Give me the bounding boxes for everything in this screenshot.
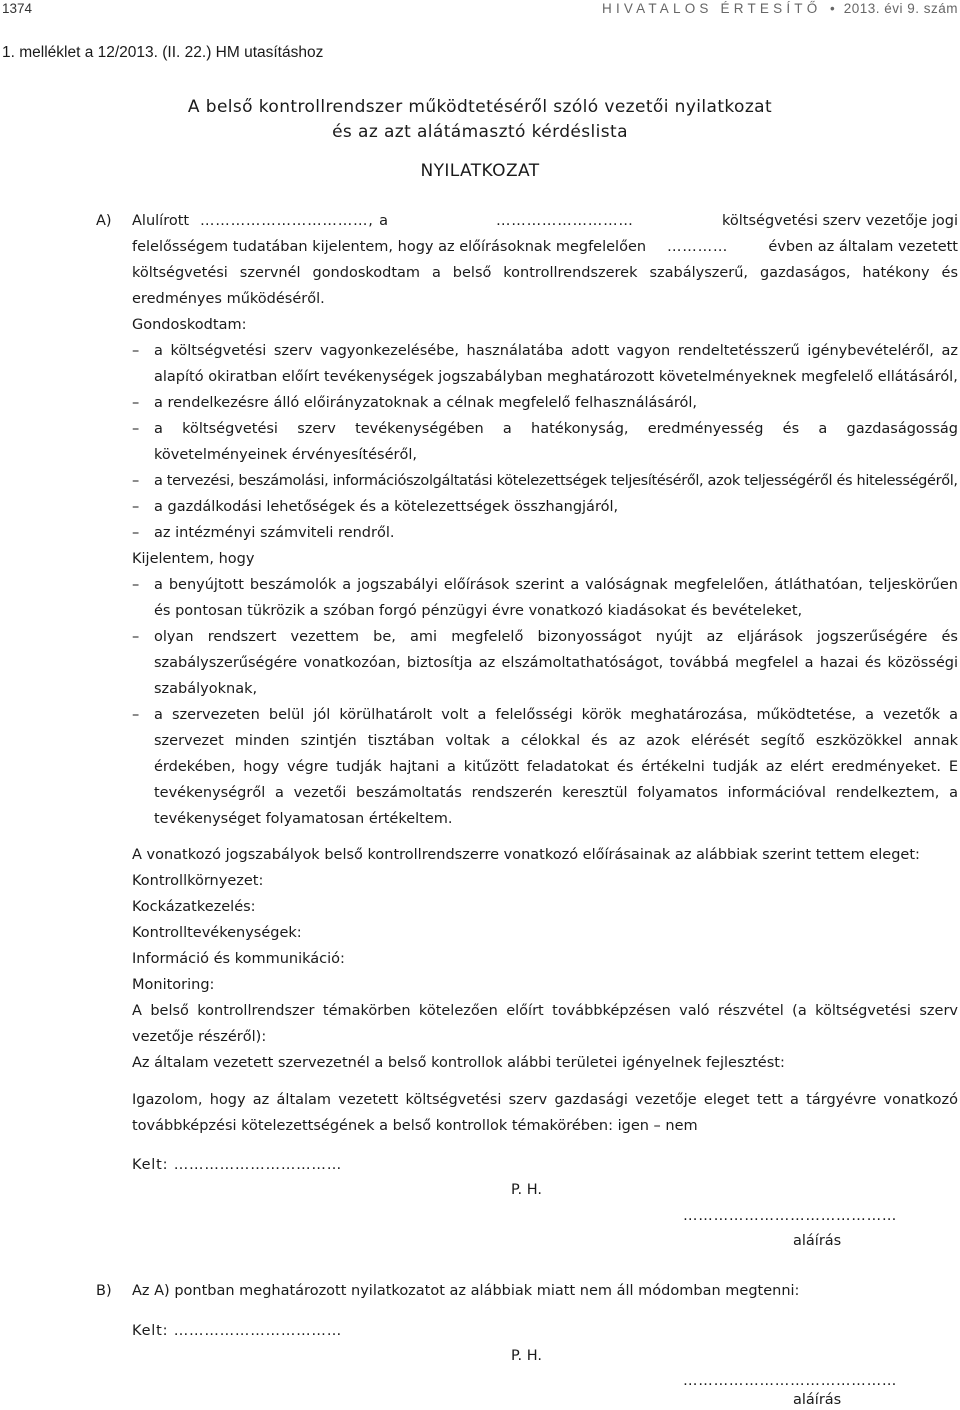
section-b-date-field: Kelt: ……………………………: [132, 1323, 343, 1339]
component-information-communication: Információ és kommunikáció:: [132, 951, 345, 967]
kijelentem-item-1: a benyújtott beszámolók a jogszabályi előírások szerint a valóságnak megfelelően, átláthatóan, teljeskörűen és pontosan tükrözik a szóban forgó pénzügyi évre vonatkozó kiadásokat és bevételeket,: [154, 577, 958, 619]
page-number: 1374: [2, 1, 33, 16]
section-a-line-1: [132, 208, 958, 234]
name-blank: ……………………………, a: [200, 213, 389, 229]
component-risk-management: Kockázatkezelés:: [132, 899, 256, 915]
section-a-signature-line: ……………………………………: [683, 1208, 898, 1224]
component-monitoring: Monitoring:: [132, 977, 215, 993]
section-b-signature-line: ……………………………………: [683, 1373, 898, 1389]
section-b-signature-label: aláírás: [793, 1392, 842, 1408]
section-a-line-2-end: évben az általam vezetett: [768, 239, 958, 255]
section-a-line-1-end: költségvetési szerv vezetője jogi: [722, 213, 958, 229]
journal-name: HIVATALOS ÉRTESÍTŐ: [602, 1, 822, 16]
gondoskodtam-item-2: a rendelkezésre álló előirányzatoknak a célnak megfelelő felhasználásáról,: [154, 395, 697, 411]
kijelentem-item-3: a szervezeten belül jól körülhatárolt volt a felelősségi körök meghatározása, működtetése, a vezetők a szervezet minden szintjén tisztában voltak a célokkal és az azok elérését segítő eszközökkel annak érdekében, hogy végre tudják hajtani a kitűzött feladatokat és értékelni tudják az elért eredményeket. E tevékenységről a vezetői beszámoltatás rendszerén keresztül folyamatos információval rendelkeztem, a tevékenységet folyamatosan értékeltem.: [154, 707, 958, 827]
section-b-marker: B): [96, 1283, 112, 1299]
gondoskodtam-item-6: az intézményi számviteli rendről.: [154, 525, 395, 541]
page-header: [0, 0, 960, 20]
organization-blank: ………………………: [496, 213, 634, 229]
annex-reference: 1. melléklet a 12/2013. (II. 22.) HM utasításhoz: [2, 44, 324, 61]
journal-header: [602, 1, 958, 16]
section-a-stamp-place: P. H.: [511, 1182, 542, 1198]
section-a-marker: A): [96, 213, 112, 229]
document-page: 1374 HIVATALOS ÉRTESÍTŐ • 2013. évi 9. szám 1. melléklet a 12/2013. (II. 22.) HM utasításhoz A belső kontrollrendszer működtetéséről szóló vezetői nyilatkozat és az azt alátámasztó kérdéslista NYILATKOZAT A) Alulírott ……………………………, a ……………………… költségvetési szerv vezetője jogi felelősségem tudatában kijelentem, hogy az előírásoknak megfelelően ………… évben az általam vezetett költségvetési szervnél gondoskodtam a belső kontrollrendszerek szabályszerű, gazdaságos, hatékony és eredményes működéséről. Gondoskodtam: – a költségvetési szerv vagyonkezelésébe, használatába adott vagyon rendeltetésszerű igénybevételéről, az alapító okiratban előírt tevékenységek jogszabályban meghatározott követelményeknek megfelelő ellátásáról, – a rendelkezésre álló előirányzatoknak a célnak megfelelő felhasználásáról, – a költségvetési szerv tevékenységében a hatékonyság, eredményesség és a gazdaságosság követelményeinek érvényesítéséről, – a tervezési, beszámolási, információszolgáltatási kötelezettségek teljesítéséről, azok teljességéről és hitelességéről, – a gazdálkodási lehetőségek és a kötelezettségek összhangjáról, – az intézményi számviteli rendről. Kijelentem, hogy – a benyújtott beszámolók a jogszabályi előírások szerint a valóságnak megfelelően, átláthatóan, teljeskörűen és pontosan tükrözik a szóban forgó pénzügyi évre vonatkozó kiadásokat és bevételeket, – olyan rendszert vezettem be, ami megfelelő bizonyosságot nyújt az eljárások jogszerűségére és szabályszerűségére vonatkozóan, biztosítja az elszámoltathatóságot, továbbá megfelel a hazai és közösségi szabályoknak, – a szervezeten belül jól körülhatárolt volt a felelősségi körök meghatározása, működtetése, a vezetők a szervezet minden szintjén tisztában voltak a célokkal és az azok elérését segítő eszközökkel annak érdekében, hogy végre tudják hajtani a kitűzött feladatokat és értékelni tudják az elért eredményeket. E tevékenységről a vezetői beszámoltatás rendszerén keresztül folyamatos információval rendelkeztem, a tevékenységet folyamatosan értékeltem. A vonatkozó jogszabályok belső kontrollrendszerre vonatkozó előírásainak az alábbiak szerint tettem eleget: Kontrollkörnyezet: Kockázatkezelés: Kontrolltevékenységek: Információ és kommunikáció: Monitoring: A belső kontrollrendszer témakörben kötelezően előírt továbbképzésen való részvétel (a költségvetési szerv vezetője részéről): Az általam vezetett szervezetnél a belső kontrollok alábbi területei igényelnek fejlesztést: Igazolom, hogy az általam vezetett költségvetési szerv gazdasági vezetője eleget tett a tárgyévre vonatkozó továbbképzési kötelezettségének a belső kontrollok témakörében: igen – nem Kelt: …………………………… P. H. …………………………………… aláírás B) Az A) pontban meghatározott nyilatkozatot az alábbiak miatt nem áll módomban megtenni: Kelt: …………………………… P. H. …………………………………… aláírás: [2, 1, 958, 1408]
section-a-line-2-text: felelősségem tudatában kijelentem, hogy az előírásoknak megfelelően: [132, 239, 647, 255]
gondoskodtam-item-1: a költségvetési szerv vagyonkezelésébe, használatába adott vagyon rendeltetésszerű igénybevételéről, az alapító okiratban előírt tevékenységek jogszabályban meghatározott követelményeknek megfelelő ellátásáról,: [154, 343, 958, 385]
kijelentem-item-2: olyan rendszert vezettem be, ami megfelelő bizonyosságot nyújt az eljárások jogszerűségére és szabályszerűségére vonatkozóan, biztosítja az elszámoltathatóságot, továbbá megfelel a hazai és közösségi szabályoknak,: [154, 629, 958, 697]
year-blank: …………: [667, 239, 729, 255]
component-control-activities: Kontrolltevékenységek:: [132, 925, 302, 941]
gondoskodtam-label: Gondoskodtam:: [132, 317, 247, 333]
gondoskodtam-item-5: a gazdálkodási lehetőségek és a kötelezettségek összhangjáról,: [154, 499, 619, 515]
compliance-intro: A vonatkozó jogszabályok belső kontrollrendszerre vonatkozó előírásainak az alábbiak szerint tettem eleget:: [132, 847, 920, 863]
header-bullet: •: [829, 1, 836, 16]
section-a-line-2: [132, 234, 958, 260]
alulirott-label: Alulírott: [132, 213, 190, 229]
document-title-line-1: A belső kontrollrendszer működtetéséről szóló vezetői nyilatkozat: [187, 97, 773, 117]
training-statement: A belső kontrollrendszer témakörben kötelezően előírt továbbképzésen való részvétel (a költségvetési szerv vezetője részéről):: [132, 1003, 958, 1045]
declaration-heading: NYILATKOZAT: [420, 161, 540, 181]
gondoskodtam-item-4: a tervezési, beszámolási, információszolgáltatási kötelezettségek teljesítéséről, azok teljességéről és hitelességéről,: [154, 473, 958, 489]
section-a-line-4: eredményes működéséről.: [132, 291, 325, 307]
document-title-line-2: és az azt alátámasztó kérdéslista: [332, 122, 628, 142]
kijelentem-label: Kijelentem, hogy: [132, 551, 255, 567]
section-a-date-field: Kelt: ……………………………: [132, 1157, 343, 1173]
section-b-text: Az A) pontban meghatározott nyilatkozatot az alábbiak miatt nem áll módomban megtenni:: [132, 1283, 800, 1299]
section-a-signature-label: aláírás: [793, 1233, 842, 1249]
section-b-stamp-place: P. H.: [511, 1348, 542, 1364]
section-a-line-3: költségvetési szervnél gondoskodtam a belső kontrollrendszerek szabályszerű, gazdaságos, hatékony és: [132, 265, 958, 281]
certification-statement: Igazolom, hogy az általam vezetett költségvetési szerv gazdasági vezetője eleget tett a tárgyévre vonatkozó továbbképzési kötelezettségének a belső kontrollok témakörében: igen – nem: [132, 1092, 958, 1134]
development-statement: Az általam vezetett szervezetnél a belső kontrollok alábbi területei igényelnek fejlesztést:: [132, 1055, 785, 1071]
journal-issue: 2013. évi 9. szám: [843, 1, 958, 16]
gondoskodtam-item-3: a költségvetési szerv tevékenységében a hatékonyság, eredményesség és a gazdaságosság követelményeinek érvényesítéséről,: [154, 421, 958, 463]
component-control-environment: Kontrollkörnyezet:: [132, 873, 264, 889]
